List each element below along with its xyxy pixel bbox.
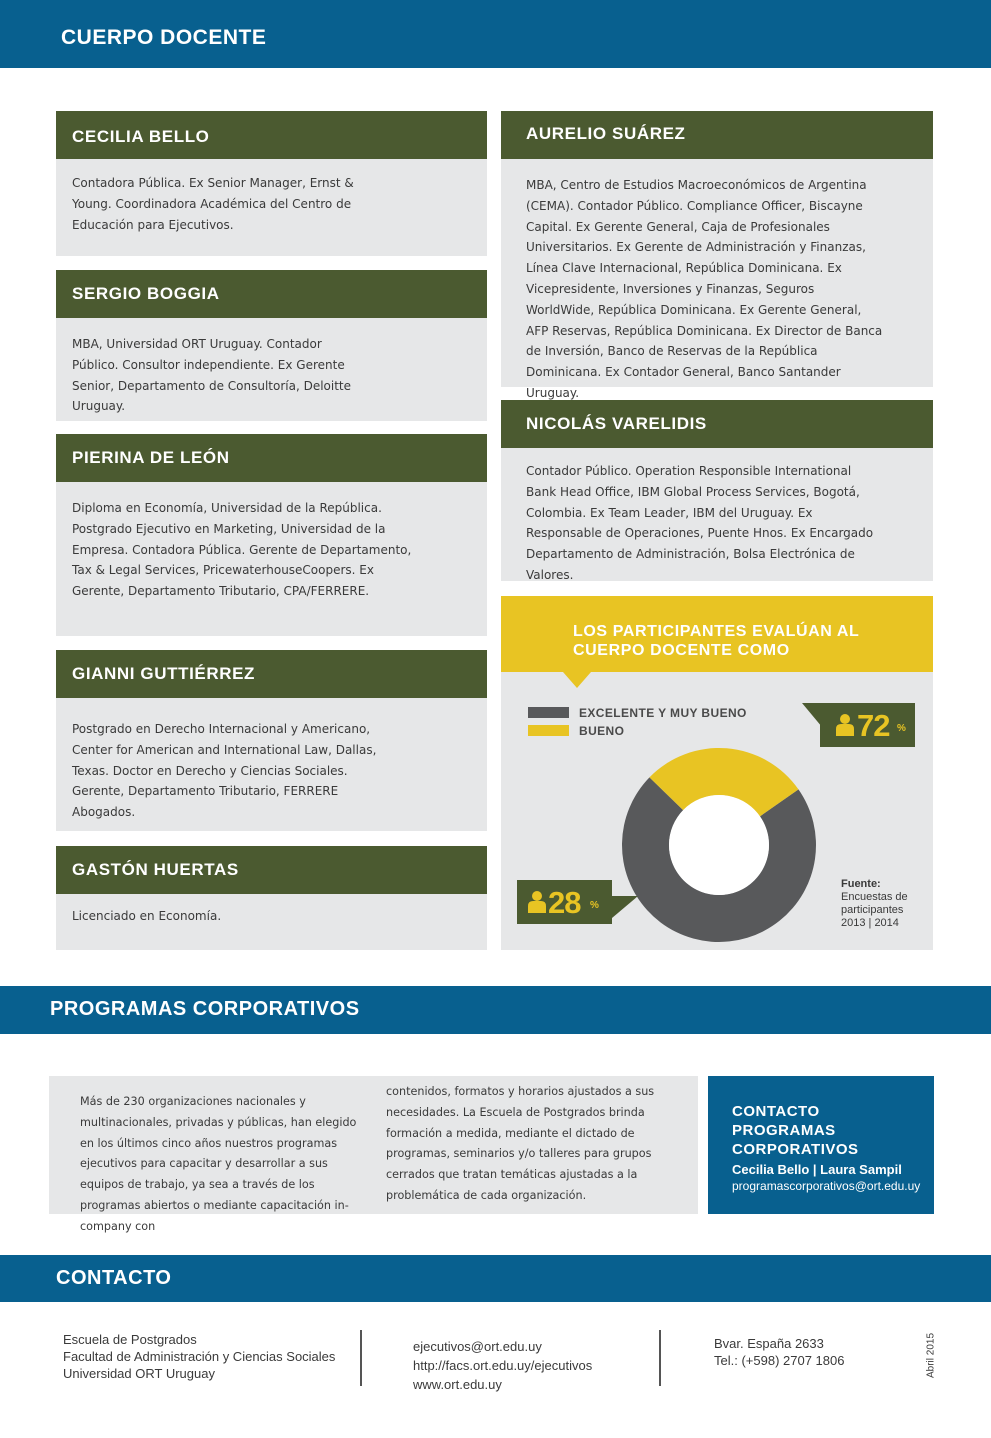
programas-description <box>49 1076 698 1233</box>
faculty-bio: Postgrado en Derecho Internacional y Americano, Center for American and International Law, Dallas, Texas. Doctor en Derecho y Ciencias Sociales. Gerente, Departamento Tributario, FERRERE Abogados. <box>72 722 377 820</box>
person-icon <box>528 891 546 913</box>
badge-value-bueno: 28 <box>548 885 581 920</box>
contacto-title: CONTACTO <box>56 1267 172 1289</box>
programas-contact-names: Cecilia Bello | Laura Sampil <box>732 1162 902 1177</box>
programas-contact-title: CONTACTO PROGRAMAS CORPORATIVOS <box>732 1103 859 1158</box>
footer-line: Bvar. España 2633 <box>714 1336 824 1351</box>
badge-pointer-28 <box>612 896 638 918</box>
footer-links <box>413 1337 592 1394</box>
legend-label-excelente: EXCELENTE Y MUY BUENO <box>579 706 747 720</box>
footer-line: Escuela de Postgrados <box>63 1332 197 1347</box>
badge-pointer-72 <box>802 703 822 727</box>
evaluation-chart <box>501 596 933 950</box>
source-line: 2013 | 2014 <box>841 917 899 929</box>
faculty-bio: MBA, Centro de Estudios Macroeconómicos de Argentina (CEMA). Contador Público. Compliance Officer, Biscayne Capital. Ex Gerente General, Caja de Profesionales Universitarios. Ex Gerente de Administración y Finanzas, Línea Clave Internacional, República Dominicana. Ex Vicepresidente, Inversiones y Finanzas, Seguros WorldWide, República Dominicana. Ex Gerente General, AFP Reservas, República Dominicana. Ex Director de Banca de Inversión, Banco de Reservas de la República Dominicana. Ex Contador General, Banco Santander Uruguay. <box>526 178 883 400</box>
legend-label-bueno: BUENO <box>579 724 625 738</box>
programas-corporativos-header <box>0 986 991 1034</box>
badge-excelente <box>820 703 915 747</box>
footer-line: Tel.: (+598) 2707 1806 <box>714 1353 845 1368</box>
faculty-card-gaston-huertas <box>56 846 487 950</box>
badge-unit-bueno: % <box>590 900 599 911</box>
faculty-bio: Contador Público. Operation Responsible International Bank Head Office, IBM Global Process Services, Bogotá, Colombia. Ex Team Leader, IBM del Uruguay. Ex Responsable de Operaciones, Puente Hnos. Ex Encargado Departamento de Administración, Bolsa Electrónica de Valores. <box>526 464 874 582</box>
source-label: Fuente: <box>841 878 881 890</box>
source-line: participantes <box>841 904 904 916</box>
footer-divider <box>659 1330 661 1386</box>
faculty-name: GASTÓN HUERTAS <box>56 846 487 894</box>
faculty-bio: MBA, Universidad ORT Uruguay. Contador Público. Consultor independiente. Ex Gerente Senior, Departamento de Consultoría, Deloitte Uruguay. <box>72 337 352 414</box>
programas-text-col1: Más de 230 organizaciones nacionales y multinacionales, privadas y públicas, han elegido en los últimos cinco años nuestros programas ejecutivos para capacitar y desarrollar a sus equipos de trabajo, ya sea a través de los programas abiertos o mediante capacitación in-company con <box>80 1095 357 1233</box>
programas-contact-email[interactable]: programascorporativos@ort.edu.uy <box>732 1179 921 1193</box>
faculty-card-nicolas-varelidis <box>501 400 933 581</box>
programas-text-col2: contenidos, formatos y horarios ajustados a sus necesidades. La Escuela de Postgrados brinda formación a medida, mediante el dictado de programas, seminarios y/o talleres para grupos cerrados que tratan temáticas ajustadas a la problemática de cada organización. <box>386 1085 655 1202</box>
cuerpo-docente-header <box>0 0 991 68</box>
person-icon <box>836 714 854 736</box>
faculty-name: PIERINA DE LEÓN <box>56 434 487 482</box>
donut-hole <box>669 795 769 895</box>
faculty-name: CECILIA BELLO <box>56 111 487 159</box>
footer-institution <box>63 1331 335 1382</box>
faculty-name: NICOLÁS VARELIDIS <box>501 400 933 448</box>
faculty-card-sergio-boggia <box>56 270 487 421</box>
programas-title: PROGRAMAS CORPORATIVOS <box>50 998 360 1020</box>
chart-title: LOS PARTICIPANTES EVALÚAN AL CUERPO DOCENTE COMO <box>573 623 860 659</box>
programas-contact-box <box>708 1076 934 1214</box>
badge-bueno <box>517 880 612 924</box>
badge-value-excelente: 72 <box>857 708 890 743</box>
faculty-bio: Diploma en Economía, Universidad de la República. Postgrado Ejecutivo en Marketing, Universidad de la Empresa. Contadora Pública. Gerente de Departamento, Tax & Legal Services, PricewaterhouseCoopers. Ex Gerente, Departamento Tributario, CPA/FERRERE. <box>72 501 412 599</box>
faculty-name: GIANNI GUTTIÉRREZ <box>56 650 487 698</box>
faculty-bio: Contadora Pública. Ex Senior Manager, Ernst & Young. Coordinadora Académica del Centro de Educación para Ejecutivos. <box>72 176 354 232</box>
contacto-header <box>0 1255 991 1302</box>
cuerpo-docente-title: CUERPO DOCENTE <box>61 26 267 49</box>
chart-source <box>841 878 908 930</box>
footer-address <box>714 1335 844 1369</box>
footer-email-link[interactable]: ejecutivos@ort.edu.uy <box>413 1339 542 1354</box>
footer-line: Universidad ORT Uruguay <box>63 1366 215 1381</box>
faculty-bio: Licenciado en Economía. <box>72 909 222 923</box>
faculty-name: AURELIO SUÁREZ <box>501 111 933 159</box>
faculty-card-gianni-guttierrez <box>56 650 487 831</box>
footer-web-link[interactable]: http://facs.ort.edu.uy/ejecutivos <box>413 1358 593 1373</box>
footer-line: Facultad de Administración y Ciencias Sociales <box>63 1349 336 1364</box>
faculty-name: SERGIO BOGGIA <box>56 270 487 318</box>
footer-date: Abril 2015 <box>925 1332 937 1379</box>
badge-unit-excelente: % <box>897 723 906 734</box>
footer-divider <box>360 1330 362 1386</box>
footer-web-link[interactable]: www.ort.edu.uy <box>413 1377 502 1392</box>
faculty-card-cecilia-bello <box>56 111 487 256</box>
source-line: Encuestas de <box>841 891 908 903</box>
faculty-card-pierina-de-leon <box>56 434 487 636</box>
faculty-card-aurelio-suarez <box>501 111 933 400</box>
